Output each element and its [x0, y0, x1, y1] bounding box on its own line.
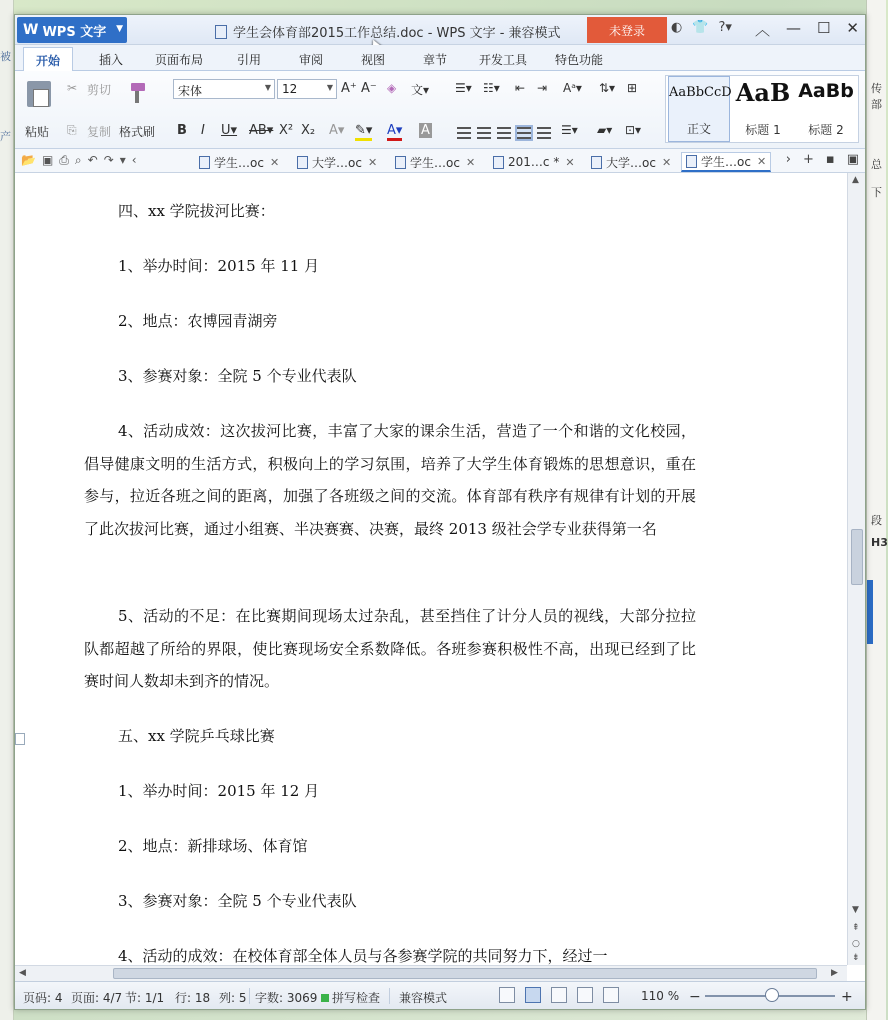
doc-paragraph: 1、举办时间：2015 年 11 月	[118, 257, 320, 275]
doc-tab[interactable]	[489, 152, 579, 172]
status-section: 节: 1/1	[125, 991, 165, 1005]
status-page-code[interactable]: 页码: 4	[23, 991, 63, 1005]
prev-page-icon[interactable]: ⇞	[852, 923, 860, 933]
grow-font-icon[interactable]: A⁺	[341, 81, 357, 96]
style-sample: AaB	[735, 78, 791, 107]
close-icon[interactable]: ✕	[846, 19, 859, 37]
text-size-icon[interactable]: Aᵃ▾	[563, 81, 582, 95]
help-icon[interactable]: ?▾	[718, 20, 732, 35]
tab-view[interactable]: 视图	[361, 53, 386, 67]
style-normal[interactable]	[668, 76, 730, 142]
status-divider	[249, 988, 250, 1004]
close-icon[interactable]: ✕	[661, 155, 672, 169]
background-right-text: 段	[871, 514, 882, 527]
doc-tab-label: 学生…oc	[701, 155, 751, 169]
increase-indent-icon[interactable]: ⇥	[537, 81, 548, 95]
document-icon	[493, 156, 504, 169]
doc-tab-label: 学生…oc	[214, 155, 264, 170]
undo-icon[interactable]: ↶	[87, 153, 98, 167]
tabs-left-icon[interactable]: ‹	[131, 153, 137, 167]
spell-check-status-icon	[321, 994, 329, 1002]
style-name: 标题 2	[808, 123, 844, 137]
maximize-icon[interactable]: ☐	[816, 19, 831, 37]
doc-paragraph: 5、活动的不足：在比赛期间现场太过杂乱，甚至挡住了计分人员的视线，大部分拉拉队都超越了所给的界限，使比赛现场安全系数降低。各班参赛积极性不高，出现已经到了比赛时间人数却未到齐的情况。	[84, 607, 696, 690]
spell-check-label: 拼写检查	[332, 991, 381, 1005]
background-right-text: H3	[871, 536, 888, 549]
paste-icon[interactable]	[27, 81, 51, 107]
doc-tab[interactable]	[195, 152, 283, 172]
wps-window	[14, 14, 866, 1010]
reading-view-icon[interactable]	[603, 987, 619, 1003]
status-page[interactable]: 页面: 4/7	[71, 991, 123, 1005]
tab-insert[interactable]: 插入	[99, 53, 124, 67]
quick-access-toolbar	[21, 153, 137, 168]
background-right-window	[866, 0, 886, 1020]
doc-tab-label: 学生…oc	[410, 155, 460, 170]
page-view-icon[interactable]	[525, 987, 541, 1003]
background-right-text: 传部	[871, 82, 882, 111]
borders-icon[interactable]: ⊡▾	[625, 123, 642, 137]
tab-special[interactable]: 特色功能	[555, 53, 604, 67]
bold-icon[interactable]: B	[177, 123, 187, 138]
ribbon-tabs	[15, 45, 865, 71]
app-name: WPS 文字	[42, 24, 107, 40]
right-margin	[825, 173, 847, 965]
collapse-ribbon-icon[interactable]: ︿	[754, 21, 770, 39]
vertical-scrollbar[interactable]	[847, 173, 865, 965]
tab-references[interactable]: 引用	[237, 53, 262, 67]
scroll-up-icon[interactable]: ▲	[852, 175, 859, 185]
cut-button[interactable]: 剪切	[87, 83, 112, 97]
style-heading-1[interactable]	[732, 76, 794, 142]
scissors-icon[interactable]: ✂	[67, 81, 78, 95]
pinyin-icon[interactable]: 文▾	[411, 83, 430, 97]
font-name-select[interactable]	[173, 79, 275, 99]
style-sample: AaBbCcD	[669, 85, 732, 100]
background-right-text: 总	[871, 158, 882, 171]
document-title-text: 学生会体育部2015工作总结.doc - WPS 文字 - 兼容模式	[233, 26, 561, 41]
compat-mode-label: 兼容模式	[399, 991, 448, 1005]
ribbon-home	[15, 71, 865, 149]
style-heading-2[interactable]	[794, 76, 858, 142]
close-icon[interactable]: ✕	[565, 155, 575, 169]
full-screen-view-icon[interactable]	[499, 987, 515, 1003]
doc-tab-label: 201…c *	[508, 155, 560, 169]
customize-icon[interactable]: ▾	[119, 153, 126, 167]
zoom-level[interactable]: 110 %	[641, 989, 680, 1003]
document-icon	[215, 25, 227, 39]
highlight-icon[interactable]: ✎▾	[355, 123, 372, 141]
font-size-select[interactable]	[277, 79, 337, 99]
document-icon	[686, 155, 697, 168]
document-page[interactable]	[15, 173, 825, 967]
web-view-icon[interactable]	[577, 987, 593, 1003]
status-word-count[interactable]: 字数: 3069	[255, 991, 318, 1005]
style-sample: AaBb	[798, 80, 854, 102]
wps-logo-icon: W	[23, 22, 39, 38]
doc-tab-label: 大学…oc	[312, 155, 362, 170]
align-left-icon[interactable]	[457, 127, 471, 139]
doc-tab[interactable]	[391, 152, 479, 172]
paste-button[interactable]: 粘贴	[25, 125, 50, 139]
next-page-icon[interactable]: ⇟	[852, 953, 860, 963]
font-size-value: 12	[282, 82, 298, 96]
title-bar	[15, 15, 865, 45]
doc-tab[interactable]	[587, 152, 675, 172]
align-center-icon[interactable]	[477, 127, 491, 139]
chevron-down-icon: ▼	[264, 83, 271, 92]
doc-paragraph: 五、xx 学院乒乓球比赛	[118, 727, 275, 745]
tab-list-icon[interactable]: ▪	[825, 152, 835, 167]
print-preview-icon[interactable]: ⌕	[74, 153, 82, 167]
vertical-scroll-thumb[interactable]	[851, 529, 863, 585]
style-name: 正文	[686, 122, 711, 136]
tab-developer[interactable]: 开发工具	[479, 53, 528, 67]
status-col: 列: 5	[219, 991, 247, 1005]
underline-icon[interactable]: U▾	[221, 123, 238, 138]
scroll-down-icon[interactable]: ▼	[852, 905, 859, 915]
doc-tab-active[interactable]	[681, 152, 771, 172]
close-icon[interactable]: ✕	[367, 155, 378, 169]
tabs-right-icon[interactable]: ›	[785, 152, 791, 167]
title-bar-icons	[671, 20, 732, 35]
skin-icon[interactable]: ◐	[671, 20, 683, 35]
char-shading-icon[interactable]: A	[421, 123, 430, 138]
text-effect-icon[interactable]: A▾	[329, 123, 345, 138]
doc-paragraph: 4、活动成效：这次拔河比赛，丰富了大家的课余生活，营造了一个和谐的文化校园，倡导健康文明的生活方式，积极向上的学习氛围，培养了大学生体育锻炼的思想意识，重在参与，拉近各班之间的距离，加强了各班级之间的交流。体育部有秩序有规律有计划的开展了此次拔河比赛，通过小组赛、半决赛赛、决赛，最终 2013 级社会学专业获得第一名	[84, 422, 696, 538]
numbered-list-icon[interactable]: ☷▾	[483, 81, 500, 95]
font-name-value: 宋体	[178, 84, 203, 98]
close-icon[interactable]: ✕	[756, 155, 767, 168]
shading-icon[interactable]: ▰▾	[597, 123, 613, 137]
tab-chapter[interactable]: 章节	[423, 53, 448, 67]
zoom-slider-knob[interactable]	[765, 988, 779, 1002]
document-icon	[199, 156, 210, 169]
table-icon[interactable]: ⊞	[627, 81, 638, 95]
spell-check-button[interactable]	[321, 989, 380, 1006]
zoom-in-icon[interactable]: +	[841, 989, 853, 1005]
clear-format-icon[interactable]: ◈	[387, 81, 397, 95]
document-icon	[395, 156, 406, 169]
settings-icon[interactable]: ▣	[846, 152, 859, 167]
tab-page-layout[interactable]: 页面布局	[155, 53, 204, 67]
doc-tab-label: 大学…oc	[606, 155, 656, 170]
open-icon[interactable]: 📂	[21, 153, 36, 167]
status-row: 行: 18	[175, 991, 211, 1005]
format-painter-button[interactable]: 格式刷	[119, 125, 156, 139]
save-icon[interactable]: ▣	[41, 153, 54, 167]
doc-paragraph: 2、地点：新排球场、体育馆	[118, 837, 308, 855]
doc-paragraph: 四、xx 学院拔河比赛：	[118, 202, 275, 220]
chevron-down-icon: ▼	[326, 83, 333, 92]
window-controls	[755, 19, 859, 40]
doc-paragraph: 1、举办时间：2015 年 12 月	[118, 782, 320, 800]
style-name: 标题 1	[745, 123, 781, 137]
sort-icon[interactable]: ⇅▾	[599, 81, 616, 95]
status-divider	[389, 988, 390, 1004]
document-tabs-bar	[15, 149, 865, 173]
scroll-left-icon[interactable]: ◀	[19, 968, 26, 978]
background-left-text: 产	[0, 130, 11, 143]
align-justify-icon[interactable]	[517, 127, 531, 139]
italic-icon[interactable]: I	[201, 123, 205, 138]
background-blue-bar	[867, 580, 873, 644]
doc-tabs-controls	[786, 152, 859, 167]
subscript-icon[interactable]: X₂	[301, 123, 316, 138]
bullet-list-icon[interactable]: ☰▾	[455, 81, 472, 95]
redo-icon[interactable]: ↷	[103, 153, 114, 167]
format-painter-icon[interactable]	[123, 81, 149, 105]
shrink-font-icon[interactable]: A⁻	[361, 81, 377, 96]
app-menu-button[interactable]	[17, 17, 127, 43]
styles-gallery	[665, 75, 859, 143]
align-right-icon[interactable]	[497, 127, 511, 139]
tab-review[interactable]: 审阅	[299, 53, 324, 67]
chevron-down-icon: ▼	[116, 24, 123, 34]
tab-home[interactable]: 开始	[23, 47, 73, 71]
status-bar	[15, 981, 865, 1009]
paragraph-mark-icon[interactable]	[15, 733, 25, 745]
distribute-icon[interactable]	[537, 127, 551, 139]
select-browse-icon[interactable]: ○	[852, 939, 860, 949]
doc-paragraph: 2、地点：农博园青湖旁	[118, 312, 278, 330]
document-icon	[591, 156, 602, 169]
scroll-right-icon[interactable]: ▶	[831, 968, 838, 978]
strikethrough-icon[interactable]: AB▾	[249, 123, 274, 138]
login-button[interactable]: 未登录	[587, 17, 667, 43]
minimize-icon[interactable]: —	[785, 19, 801, 37]
close-icon[interactable]: ✕	[269, 155, 280, 169]
line-spacing-icon[interactable]: ☰▾	[561, 123, 578, 137]
print-icon[interactable]: ⎙	[59, 153, 69, 167]
close-icon[interactable]: ✕	[465, 155, 476, 169]
background-left-window	[0, 0, 14, 1020]
zoom-out-icon[interactable]: −	[689, 989, 701, 1005]
horizontal-scrollbar[interactable]	[15, 965, 847, 981]
copy-icon[interactable]: ⎘	[67, 123, 77, 137]
doc-paragraph: 3、参赛对象：全院 5 个专业代表队	[118, 892, 357, 910]
doc-paragraph: 4、活动的成效：在校体育部全体人员与各参赛学院的共同努力下，经过一	[118, 947, 608, 965]
superscript-icon[interactable]: X²	[279, 123, 294, 138]
document-title	[215, 22, 561, 41]
font-color-icon[interactable]: A▾	[387, 123, 402, 141]
doc-tab[interactable]	[293, 152, 381, 172]
outline-view-icon[interactable]	[551, 987, 567, 1003]
horizontal-scroll-thumb[interactable]	[113, 968, 817, 979]
copy-button[interactable]: 复制	[87, 125, 112, 139]
new-tab-icon[interactable]: +	[802, 152, 814, 167]
background-right-text: 下	[871, 186, 882, 199]
decrease-indent-icon[interactable]: ⇤	[515, 81, 526, 95]
doc-paragraph: 3、参赛对象：全院 5 个专业代表队	[118, 367, 357, 385]
shirt-icon[interactable]: 👕	[692, 20, 709, 35]
background-left-text: 被	[0, 50, 11, 63]
document-icon	[297, 156, 308, 169]
